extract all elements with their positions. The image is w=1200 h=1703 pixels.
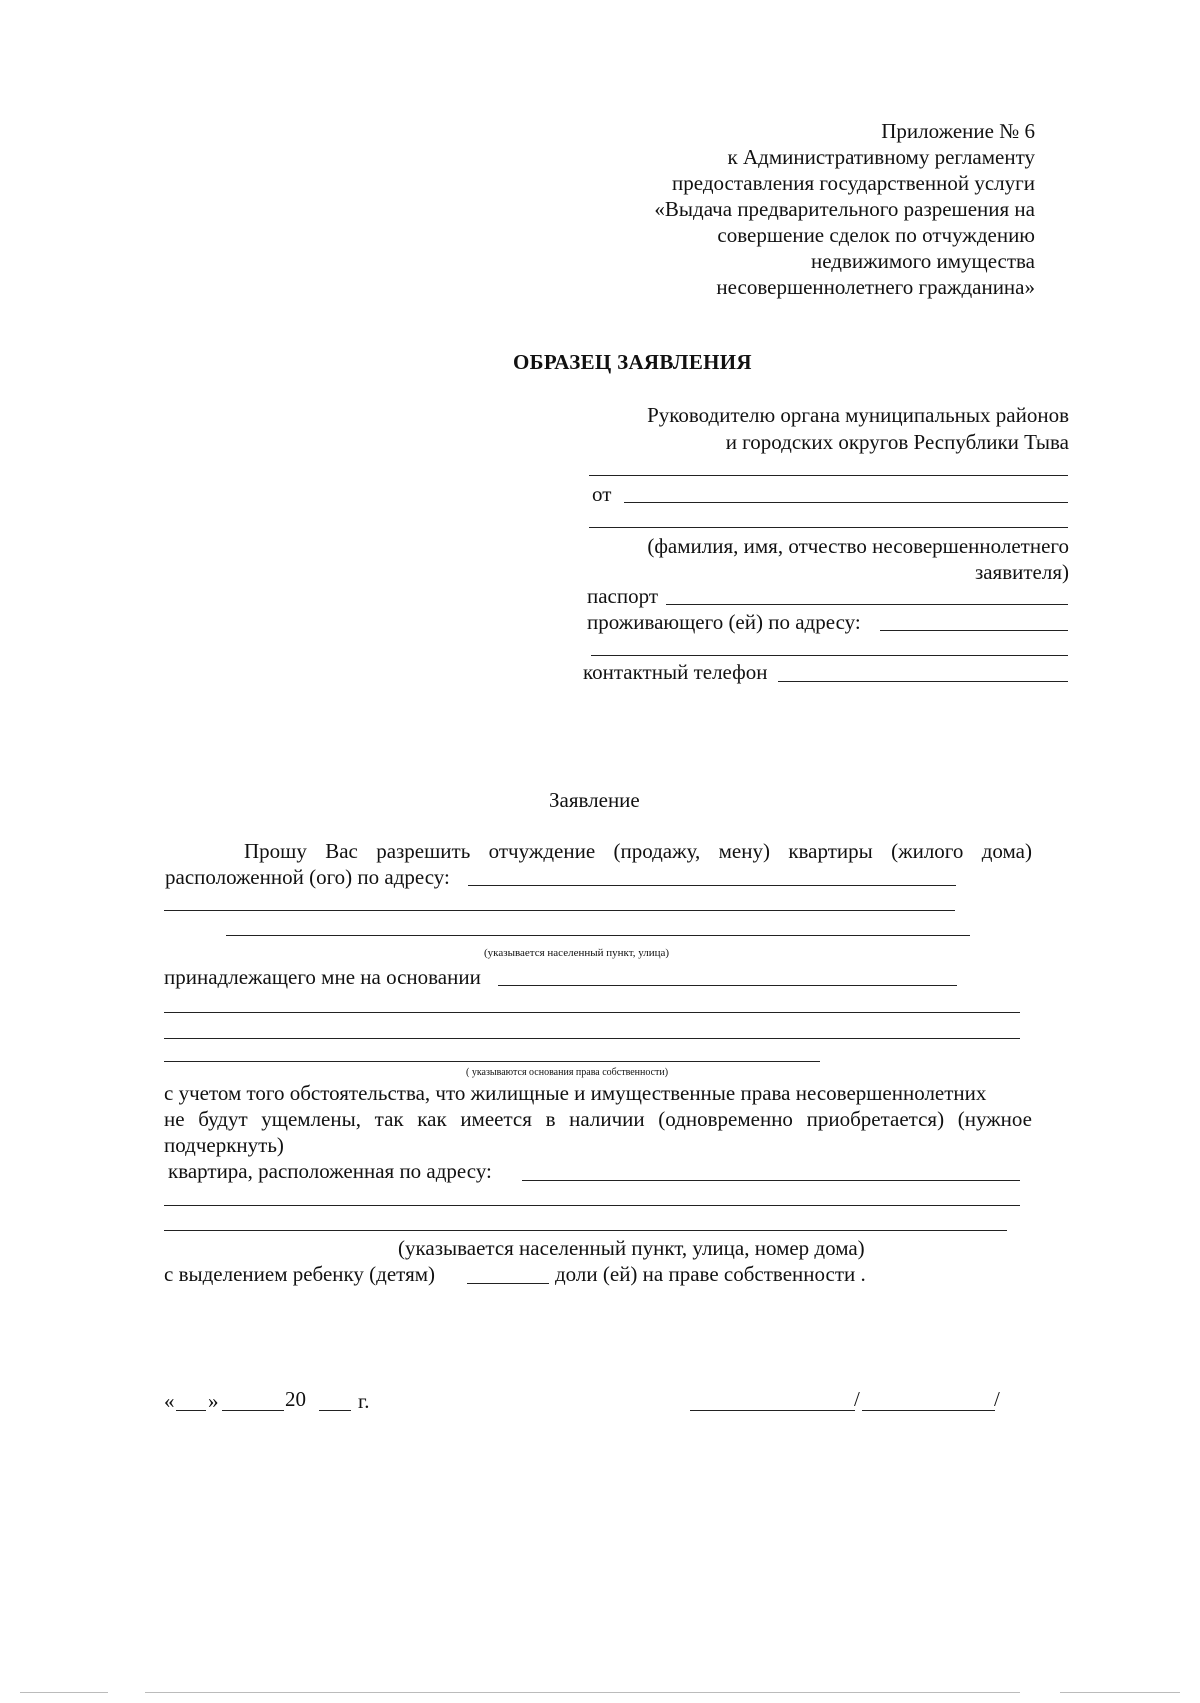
appendix-line-2: к Административному регламенту: [727, 145, 1035, 169]
ownership-basis-field-4[interactable]: [164, 1061, 820, 1062]
condition-line-3: подчеркнуть): [164, 1133, 284, 1157]
apartment-address-field[interactable]: [522, 1180, 1020, 1181]
share-field[interactable]: [467, 1283, 549, 1284]
passport-label: паспорт: [587, 584, 659, 608]
condition-line-2: не будут ущемлены, так как имеется в наличии (одновременно приобретается) (нужное: [164, 1107, 1032, 1131]
date-year-field[interactable]: [319, 1410, 351, 1411]
sample-title: ОБРАЗЕЦ ЗАЯВЛЕНИЯ: [513, 350, 752, 374]
addressee-line-2: и городских округов Республики Тыва: [725, 430, 1069, 454]
from-field[interactable]: [624, 502, 1068, 503]
ownership-basis-field-2[interactable]: [164, 1012, 1020, 1013]
ownership-label: принадлежащего мне на основании: [164, 965, 481, 989]
hint-ownership: ( указываются основания права собственности): [466, 1067, 669, 1078]
blank-line-applicant-1[interactable]: [589, 475, 1068, 476]
apartment-address-field-3[interactable]: [164, 1230, 1007, 1231]
signature-slash-1: /: [854, 1387, 860, 1411]
date-close-quote: »: [208, 1389, 219, 1413]
date-year-prefix: 20: [285, 1387, 306, 1411]
property-address-field[interactable]: [468, 885, 956, 886]
date-open-quote: «: [164, 1389, 175, 1413]
date-day-field[interactable]: [176, 1410, 206, 1411]
apartment-label: квартира, расположенная по адресу:: [168, 1159, 492, 1183]
share-suffix: доли (ей) на праве собственности .: [555, 1262, 866, 1286]
property-address-field-3[interactable]: [226, 935, 970, 936]
share-prefix: с выделением ребенку (детям): [164, 1262, 436, 1286]
condition-line-1: с учетом того обстоятельства, что жилищные и имущественные права несовершеннолетних: [164, 1081, 987, 1105]
scan-artifact-line: [145, 1692, 1020, 1693]
phone-label: контактный телефон: [583, 660, 768, 684]
from-label: от: [592, 482, 612, 506]
signature-name-field[interactable]: [862, 1410, 995, 1411]
addressee-line-1: Руководителю органа муниципальных районов: [647, 403, 1069, 427]
residing-label: проживающего (ей) по адресу:: [587, 610, 861, 634]
appendix-line-1: Приложение № 6: [881, 119, 1035, 143]
scan-artifact-line: [20, 1692, 108, 1693]
scan-artifact-line: [1060, 1692, 1180, 1693]
signature-slash-2: /: [994, 1387, 1000, 1411]
property-address-field-2[interactable]: [164, 910, 955, 911]
date-month-field[interactable]: [222, 1410, 284, 1411]
appendix-line-5: совершение сделок по отчуждению: [717, 223, 1035, 247]
residing-address-field[interactable]: [880, 630, 1068, 631]
appendix-line-3: предоставления государственной услуги: [672, 171, 1035, 195]
appendix-line-6: недвижимого имущества: [811, 249, 1035, 273]
blank-line-applicant-2[interactable]: [589, 527, 1068, 528]
signature-field[interactable]: [690, 1410, 855, 1411]
phone-field[interactable]: [778, 681, 1068, 682]
appendix-line-4: «Выдача предварительного разрешения на: [654, 197, 1035, 221]
apartment-address-field-2[interactable]: [164, 1205, 1020, 1206]
date-year-suffix: г.: [358, 1389, 370, 1413]
statement-p1-line2: расположенной (ого) по адресу:: [165, 865, 450, 889]
hint-locality-street: (указывается населенный пункт, улица): [484, 947, 670, 959]
ownership-basis-field-3[interactable]: [164, 1038, 1020, 1039]
statement-p1-line1: Прошу Вас разрешить отчуждение (продажу, мену) квартиры (жилого дома): [244, 839, 1032, 863]
residing-address-field-2[interactable]: [591, 655, 1068, 656]
name-hint-1: (фамилия, имя, отчество несовершеннолетнего: [647, 534, 1069, 558]
appendix-line-7: несовершеннолетнего гражданина»: [716, 275, 1035, 299]
ownership-basis-field[interactable]: [498, 985, 957, 986]
name-hint-2: заявителя): [974, 560, 1069, 584]
statement-heading: Заявление: [549, 788, 640, 812]
hint-full-address: (указывается населенный пункт, улица, номер дома): [398, 1236, 865, 1260]
passport-field[interactable]: [666, 604, 1068, 605]
